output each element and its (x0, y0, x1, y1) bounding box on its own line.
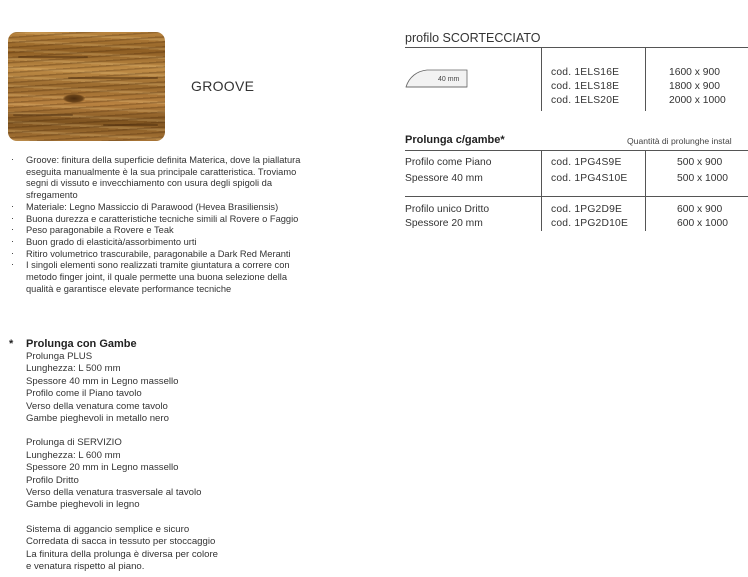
list-item: · Groove: finitura della superficie definita Materica, dove la piallatura eseguita manualmente è la sua principale caratteristica. Troviamo segni di vissuto e invecchiamento con usura degli spigoli da sfregamento (11, 154, 301, 201)
extension-description: Spessore 40 mm (405, 173, 483, 184)
table-divider (541, 151, 542, 231)
product-code: cod. 1PG2D9E (551, 204, 623, 215)
table-divider (541, 47, 542, 111)
prolunga-heading: * Prolunga con Gambe (9, 338, 137, 350)
prolunga-line: Spessore 20 mm in Legno massello (26, 462, 179, 474)
list-item: · Buon grado di elasticità/assorbimento urti (11, 235, 197, 247)
product-code: cod. 1PG4S9E (551, 157, 622, 168)
product-code: cod. 1ELS20E (551, 95, 620, 106)
list-item: · Ritiro volumetrico trascurabile, paragonabile a Dark Red Meranti (11, 247, 291, 259)
list-item: · Peso paragonabile a Rovere e Teak (11, 224, 174, 236)
product-code: cod. 1PG4S10E (551, 173, 628, 184)
finish-description-list (8, 155, 308, 295)
prolunga-line: Verso della venatura come tavolo (26, 400, 168, 412)
product-size: 500 x 900 (677, 157, 723, 168)
product-size: 600 x 1000 (677, 218, 728, 229)
table-divider (645, 151, 646, 231)
prolunga-note: e venatura rispetto al piano. (26, 561, 145, 573)
product-code: cod. 1PG2D10E (551, 218, 629, 229)
prolunga-note: Corredata di sacca in tessuto per stoccaggio (26, 536, 216, 548)
extension-description: Profilo unico Dritto (405, 204, 490, 215)
table-rule (405, 47, 748, 48)
prolunga-line: Spessore 40 mm in Legno massello (26, 375, 179, 387)
product-size: 500 x 1000 (677, 173, 728, 184)
prolunga-line: Lunghezza: L 600 mm (26, 449, 121, 461)
quantity-header: Quantità di prolunghe instal (627, 136, 732, 146)
prolunga-line: Prolunga di SERVIZIO (26, 437, 122, 449)
list-item: · Buona durezza e caratteristiche tecniche simili al Rovere o Faggio (11, 212, 299, 224)
profile-thickness-label: 40 mm (438, 76, 460, 83)
extension-description: Profilo come Piano (405, 157, 492, 168)
prolunga-line: Gambe pieghevoli in legno (26, 499, 140, 511)
extension-description: Spessore 20 mm (405, 218, 483, 229)
list-item: · Materiale: Legno Massiccio di Parawood (Hevea Brasiliensis) (11, 200, 279, 212)
list-item: · I singoli elementi sono realizzati tramite giuntatura a correre con metodo finger joint, il quale permette una buona selezione della qualità e garantisce elevate performance tecniche (11, 259, 290, 294)
table-rule (405, 150, 748, 151)
product-size: 2000 x 1000 (669, 95, 726, 106)
table-rule (405, 196, 748, 197)
prolunga-line: Prolunga PLUS (26, 351, 93, 362)
prolunga-note: Sistema di aggancio semplice e sicuro (26, 523, 190, 535)
profile-table-title: profilo SCORTECCIATO (405, 31, 541, 45)
prolunga-line: Lunghezza: L 500 mm (26, 363, 121, 375)
prolunga-line: Profilo come il Piano tavolo (26, 388, 142, 400)
product-size: 1800 x 900 (669, 81, 720, 92)
groove-wood-swatch (8, 32, 165, 141)
extension-table-title: Prolunga c/gambe* (405, 134, 505, 146)
product-size: 1600 x 900 (669, 67, 720, 78)
prolunga-line: Verso della venatura trasversale al tavolo (26, 487, 202, 499)
prolunga-line: Gambe pieghevoli in metallo nero (26, 413, 169, 425)
finish-title: GROOVE (191, 78, 255, 94)
product-code: cod. 1ELS16E (551, 67, 620, 78)
product-size: 600 x 900 (677, 204, 723, 215)
table-divider (645, 47, 646, 111)
prolunga-line: Profilo Dritto (26, 474, 79, 486)
product-code: cod. 1ELS18E (551, 81, 620, 92)
prolunga-note: La finitura della prolunga è diversa per colore (26, 548, 218, 560)
prolunga-section (8, 338, 308, 574)
